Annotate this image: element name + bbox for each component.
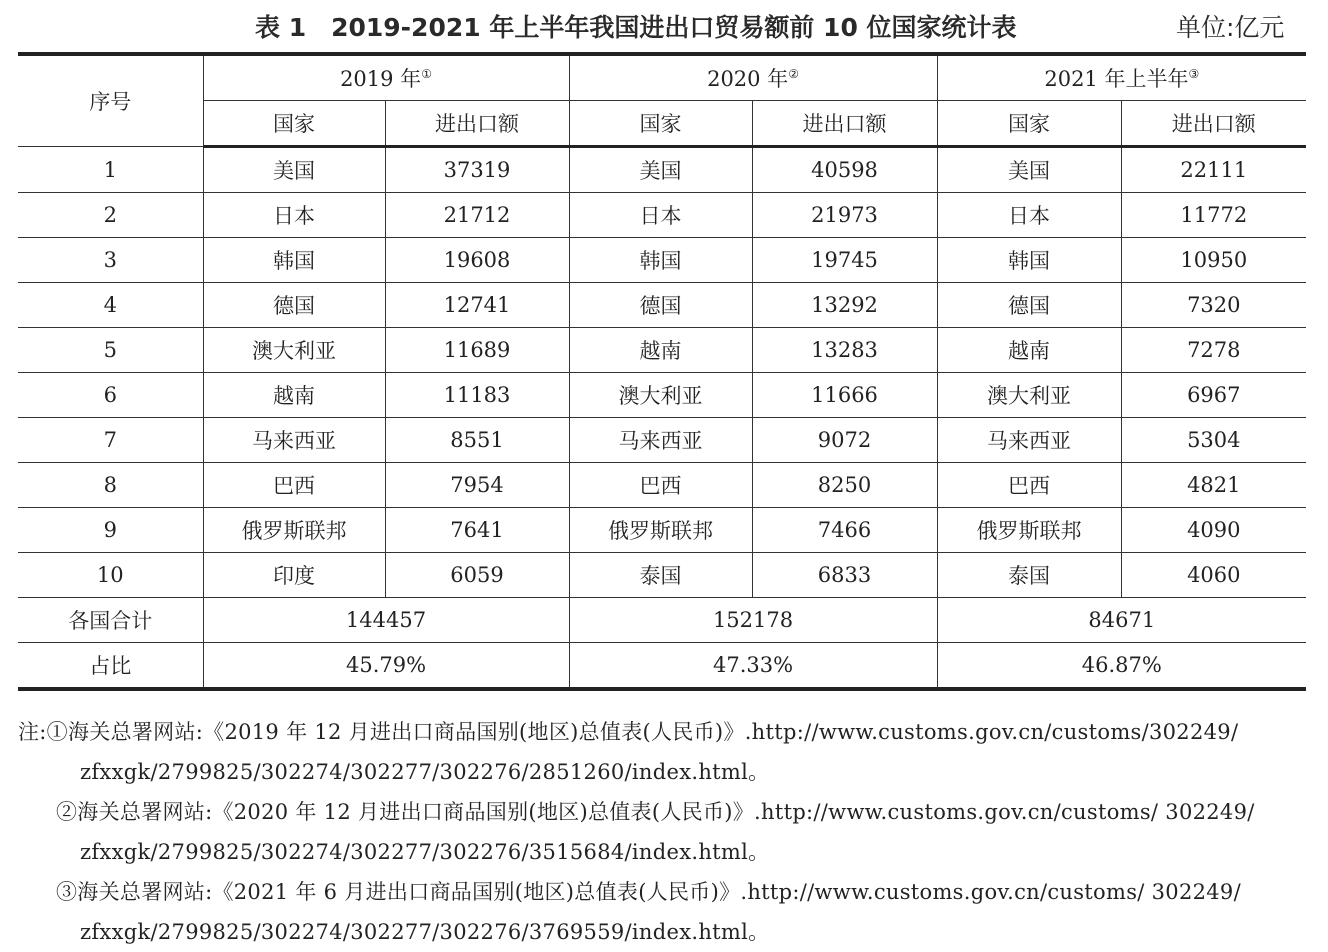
footnote-line: ②海关总署网站:《2020 年 12 月进出口商品国别(地区)总值表(人民币)》.http://www.customs.gov.cn/customs/ 302249/ [56, 800, 1255, 824]
amount-cell: 8250 [752, 463, 937, 508]
amount-cell: 12741 [385, 283, 569, 328]
table-row [18, 553, 1306, 598]
total-value: 152178 [569, 598, 937, 643]
country-cell: 日本 [937, 193, 1121, 238]
header-amount: 进出口额 [752, 101, 937, 147]
table-row [18, 373, 1306, 418]
amount-cell: 4090 [1121, 508, 1306, 553]
amount-cell: 19608 [385, 238, 569, 283]
row-index: 10 [18, 553, 203, 598]
amount-cell: 7466 [752, 508, 937, 553]
footnote-line: zfxxgk/2799825/302274/302277/302276/3769559/index.html。 [80, 920, 770, 944]
amount-cell: 37319 [385, 147, 569, 193]
country-cell: 印度 [203, 553, 385, 598]
row-index: 2 [18, 193, 203, 238]
amount-cell: 10950 [1121, 238, 1306, 283]
country-cell: 巴西 [203, 463, 385, 508]
unit-label: 单位:亿元 [1176, 13, 1285, 42]
country-cell: 韩国 [937, 238, 1121, 283]
country-cell: 韩国 [203, 238, 385, 283]
amount-cell: 6833 [752, 553, 937, 598]
table-row [18, 328, 1306, 373]
country-cell: 美国 [569, 147, 752, 193]
footnote-line: 注:①海关总署网站:《2019 年 12 月进出口商品国别(地区)总值表(人民币)》.http://www.customs.gov.cn/customs/302249/ [18, 720, 1239, 744]
amount-cell: 11689 [385, 328, 569, 373]
row-index: 7 [18, 418, 203, 463]
country-cell: 澳大利亚 [569, 373, 752, 418]
amount-cell: 13292 [752, 283, 937, 328]
country-cell: 澳大利亚 [937, 373, 1121, 418]
amount-cell: 11772 [1121, 193, 1306, 238]
header-row-fields [18, 101, 1306, 147]
table-row [18, 193, 1306, 238]
table-row [18, 463, 1306, 508]
country-cell: 俄罗斯联邦 [203, 508, 385, 553]
amount-cell: 7954 [385, 463, 569, 508]
share-label: 占比 [18, 643, 203, 690]
country-cell: 韩国 [569, 238, 752, 283]
country-cell: 德国 [203, 283, 385, 328]
header-year: 2019 年① [203, 54, 569, 101]
country-cell: 巴西 [569, 463, 752, 508]
country-cell: 美国 [203, 147, 385, 193]
table-row [18, 283, 1306, 328]
row-index: 4 [18, 283, 203, 328]
country-cell: 美国 [937, 147, 1121, 193]
country-cell: 德国 [569, 283, 752, 328]
amount-cell: 22111 [1121, 147, 1306, 193]
amount-cell: 6059 [385, 553, 569, 598]
total-label: 各国合计 [18, 598, 203, 643]
row-index: 3 [18, 238, 203, 283]
amount-cell: 7320 [1121, 283, 1306, 328]
share-value: 47.33% [569, 643, 937, 690]
header-year: 2020 年② [569, 54, 937, 101]
share-value: 45.79% [203, 643, 569, 690]
header-country: 国家 [203, 101, 385, 147]
header-amount: 进出口额 [1121, 101, 1306, 147]
footnote-line: zfxxgk/2799825/302274/302277/302276/2851260/index.html。 [80, 760, 770, 784]
row-index: 8 [18, 463, 203, 508]
total-value: 144457 [203, 598, 569, 643]
country-cell: 俄罗斯联邦 [937, 508, 1121, 553]
amount-cell: 21712 [385, 193, 569, 238]
row-index: 6 [18, 373, 203, 418]
country-cell: 越南 [203, 373, 385, 418]
amount-cell: 13283 [752, 328, 937, 373]
header-year: 2021 年上半年③ [937, 54, 1306, 101]
share-value: 46.87% [937, 643, 1306, 690]
table-title: 表 1 2019-2021 年上半年我国进出口贸易额前 10 位国家统计表 [255, 13, 1017, 42]
table-row [18, 418, 1306, 463]
amount-cell: 4060 [1121, 553, 1306, 598]
country-cell: 马来西亚 [203, 418, 385, 463]
amount-cell: 6967 [1121, 373, 1306, 418]
country-cell: 马来西亚 [569, 418, 752, 463]
country-cell: 泰国 [569, 553, 752, 598]
row-index: 9 [18, 508, 203, 553]
amount-cell: 7641 [385, 508, 569, 553]
country-cell: 日本 [203, 193, 385, 238]
amount-cell: 40598 [752, 147, 937, 193]
country-cell: 德国 [937, 283, 1121, 328]
amount-cell: 5304 [1121, 418, 1306, 463]
header-amount: 进出口额 [385, 101, 569, 147]
country-cell: 俄罗斯联邦 [569, 508, 752, 553]
footnote-line: zfxxgk/2799825/302274/302277/302276/3515684/index.html。 [80, 840, 770, 864]
header-country: 国家 [569, 101, 752, 147]
footnotes [18, 712, 1255, 952]
row-index: 5 [18, 328, 203, 373]
table-row [18, 238, 1306, 283]
table-row [18, 508, 1306, 553]
country-cell: 日本 [569, 193, 752, 238]
amount-cell: 8551 [385, 418, 569, 463]
trade-table [18, 52, 1306, 691]
footnote-line: ③海关总署网站:《2021 年 6 月进出口商品国别(地区)总值表(人民币)》.http://www.customs.gov.cn/customs/ 302249/ [56, 880, 1241, 904]
country-cell: 泰国 [937, 553, 1121, 598]
amount-cell: 11666 [752, 373, 937, 418]
country-cell: 越南 [569, 328, 752, 373]
header-row-years [18, 54, 1306, 101]
country-cell: 巴西 [937, 463, 1121, 508]
table-row [18, 147, 1306, 193]
table-caption [0, 6, 1328, 46]
row-index: 1 [18, 147, 203, 193]
share-row [18, 643, 1306, 690]
amount-cell: 9072 [752, 418, 937, 463]
amount-cell: 7278 [1121, 328, 1306, 373]
amount-cell: 21973 [752, 193, 937, 238]
amount-cell: 11183 [385, 373, 569, 418]
country-cell: 马来西亚 [937, 418, 1121, 463]
total-row [18, 598, 1306, 643]
total-value: 84671 [937, 598, 1306, 643]
amount-cell: 4821 [1121, 463, 1306, 508]
country-cell: 越南 [937, 328, 1121, 373]
header-country: 国家 [937, 101, 1121, 147]
amount-cell: 19745 [752, 238, 937, 283]
country-cell: 澳大利亚 [203, 328, 385, 373]
header-index: 序号 [18, 54, 203, 147]
